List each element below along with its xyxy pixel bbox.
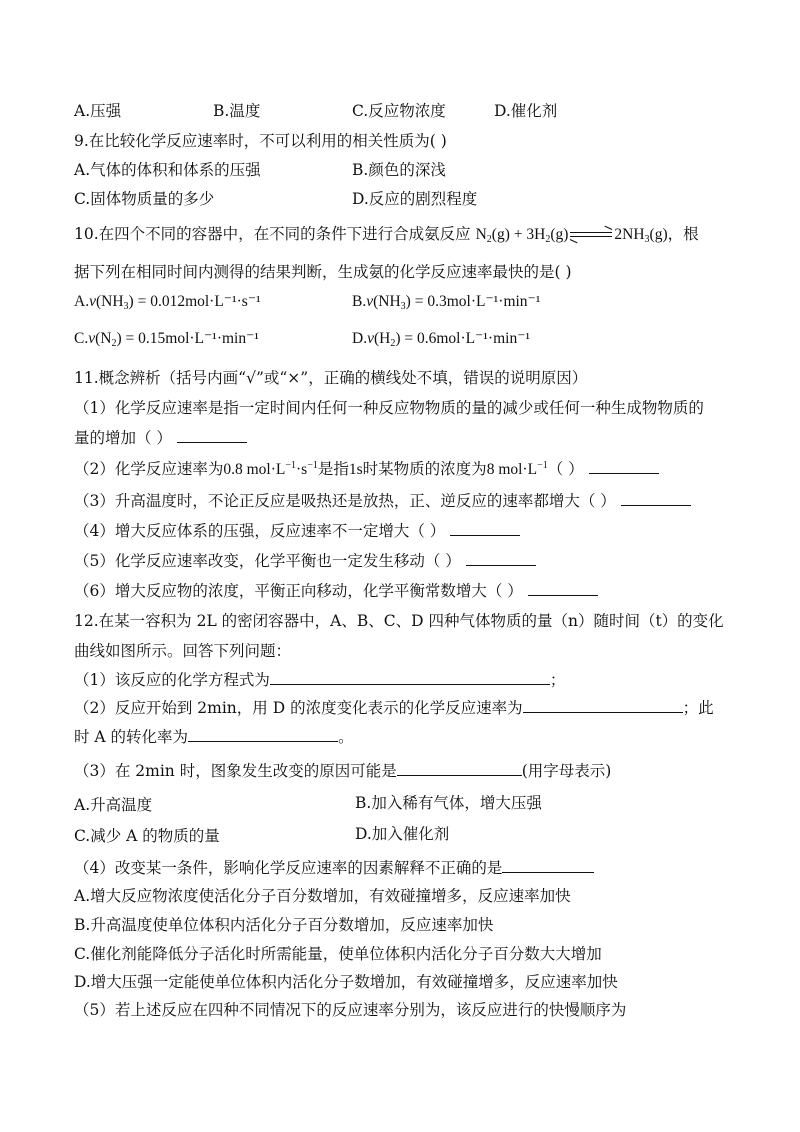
answer-blank[interactable]	[621, 489, 691, 506]
q9-stem: 9.在比较化学反应速率时，不可以利用的相关性质为( )	[74, 132, 447, 150]
q12-part-3-option-a: A.升高温度	[74, 796, 153, 814]
q12-part-3: （3）在 2min 时，图象发生改变的原因可能是 (用字母表示)	[74, 759, 611, 781]
q12-part-1: （1）该反应的化学方程式为 ；	[74, 668, 565, 690]
q10-stem-text: 10.在四个不同的容器中，在不同的条件下进行合成氨反应	[74, 225, 471, 243]
q12-part-3-option-b: B.加入稀有气体，增大压强	[355, 794, 542, 812]
q12-part-4: （4）改变某一条件，影响化学反应速率的因素解释不正确的是	[74, 856, 594, 878]
q11-item-1-line1: （1）化学反应速率是指一定时间内任何一种反应物物质的量的减少或任何一种生成物物质的	[74, 399, 704, 417]
q11-item-4: （4）增大反应体系的压强，反应速率不一定增大（ ）	[74, 519, 520, 541]
q11-stem: 11.概念辨析（括号内画“√”或“×”，正确的横线处不填，错误的说明原因）	[74, 369, 588, 387]
q12-part-4-option-b: B.升高温度使单位体积内活化分子百分数增加，反应速率加快	[74, 916, 494, 934]
answer-blank[interactable]	[502, 856, 594, 873]
answer-blank[interactable]	[466, 549, 536, 566]
q9-option-b: B.颜色的深浅	[352, 161, 446, 179]
q12-part-4-option-c: C.催化剂能降低分子活化时所需能量，使单位体积内活化分子百分数大大增加	[74, 945, 602, 963]
q11-item-2: （2）化学反应速率为0.8 $mol\cdot L^{-1}\cdot s^{-1}$是指1s时某物质的浓度为8 $mol\cdot L^{-1}$（ ）	[74, 457, 659, 479]
answer-blank[interactable]	[528, 579, 598, 596]
equilibrium-arrow-icon	[570, 230, 612, 240]
q8-option-b: B.温度	[213, 102, 261, 120]
q10-stem	[74, 222, 699, 245]
q12-stem-line2: 曲线如图所示。回答下列问题：	[74, 642, 292, 660]
answer-blank[interactable]	[177, 426, 247, 443]
q12-stem-line1: 12.在某一容积为 2L 的密闭容器中，A、B、C、D 四种气体物质的量（n）随时间（t）的变化	[74, 612, 724, 630]
q8-option-a: A.压强	[74, 102, 122, 120]
q8-option-d: D.催化剂	[494, 102, 558, 120]
answer-blank[interactable]	[450, 519, 520, 536]
q11-item-1-line2: 量的增加（ ）	[74, 426, 247, 448]
q11-item-6: （6）增大反应物的浓度，平衡正向移动，化学平衡常数增大（ ）	[74, 579, 598, 601]
q10-option-c: $C.v(N_2) = 0.15mol\cdot L^{-1}\cdot\min^{-1}$	[74, 330, 259, 349]
answer-blank[interactable]	[589, 457, 659, 474]
q11-item-3: （3）升高温度时，不论正反应是吸热还是放热，正、逆反应的速率都增大（ ）	[74, 489, 691, 511]
q9-option-d: D.反应的剧烈程度	[352, 190, 478, 208]
q10-option-a: $A.v(NH_3) = 0.012mol\cdot L^{-1}\cdot s^{-1}$	[74, 293, 261, 312]
answer-blank[interactable]	[397, 759, 522, 776]
q12-part-3-option-c: C.减少 A 的物质的量	[74, 827, 220, 845]
q12-part-3-option-d: D.加入催化剂	[355, 825, 450, 843]
q10-equation: $N_2(g) + 3H_2(g)$ $2NH_3(g)$	[475, 226, 668, 245]
answer-blank[interactable]	[523, 696, 683, 713]
answer-blank[interactable]	[188, 725, 338, 742]
q10-stem-line2: 据下列在相同时间内测得的结果判断，生成氨的化学反应速率最快的是( )	[74, 263, 572, 281]
q9-option-a: A.气体的体积和体系的压强	[74, 161, 261, 179]
q10-stem-tail: ，根	[667, 225, 699, 243]
q12-part-2-line1: （2）反应开始到 2min，用 D 的浓度变化表示的化学反应速率为 ；此	[74, 696, 714, 718]
answer-blank[interactable]	[270, 668, 550, 685]
q12-part-4-option-d: D.增大压强一定能使单位体积内活化分子数增加，有效碰撞增多，反应速率加快	[74, 973, 618, 991]
q9-option-c: C.固体物质量的多少	[74, 190, 215, 208]
q11-item-5: （5）化学反应速率改变，化学平衡也一定发生移动（ ）	[74, 549, 536, 571]
q8-option-c: C.反应物浓度	[352, 102, 446, 120]
q10-option-d: $D.v(H_2) = 0.6mol\cdot L^{-1}\cdot\min^{-1}$	[352, 330, 531, 349]
q12-part-4-option-a: A.增大反应物浓度使活化分子百分数增加，有效碰撞增多，反应速率加快	[74, 887, 571, 905]
q12-part-5: （5）若上述反应在四种不同情况下的反应速率分别为，该反应进行的快慢顺序为	[74, 1001, 627, 1019]
q10-option-b: $B.v(NH_3) = 0.3mol\cdot L^{-1}\cdot\min^{-1}$	[352, 293, 541, 312]
q12-part-2-line2: 时 A 的转化率为 。	[74, 725, 354, 747]
